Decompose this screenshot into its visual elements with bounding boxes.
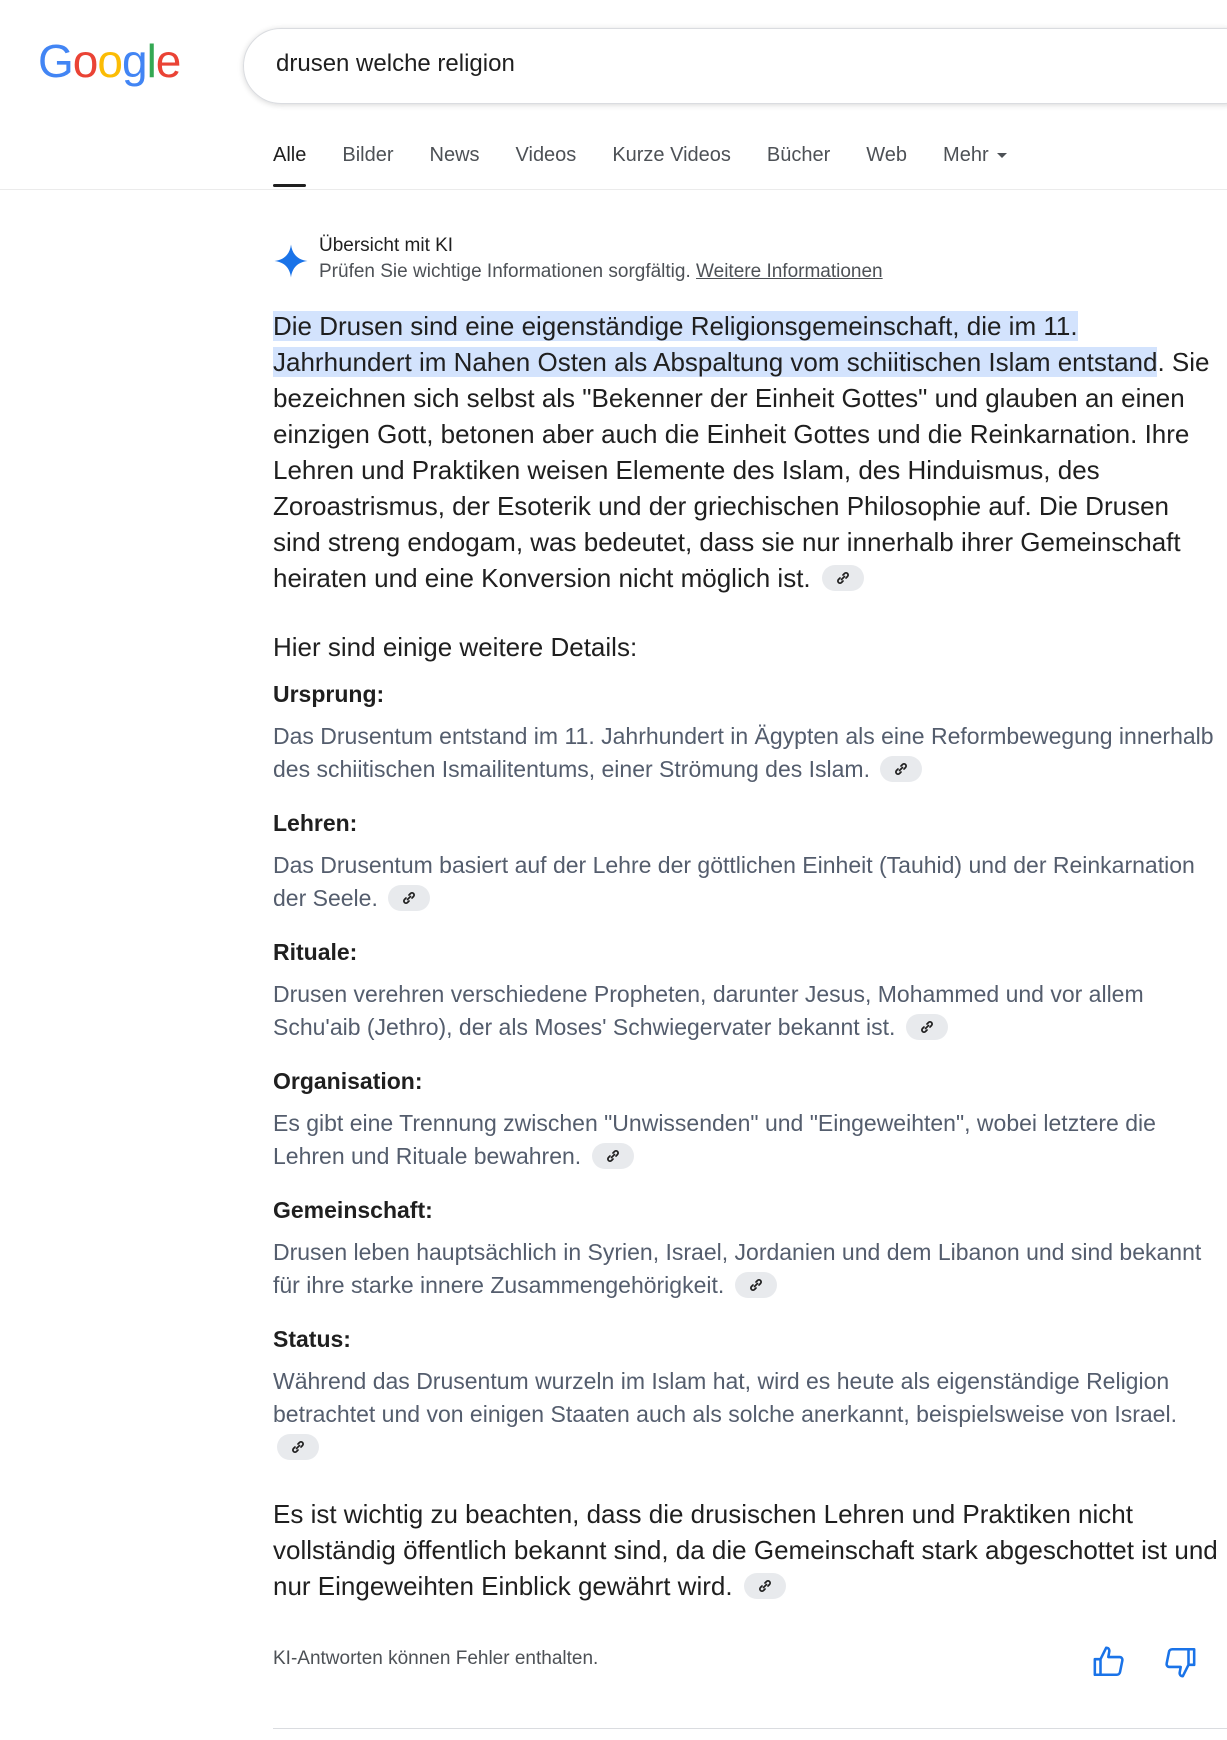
- ai-overview-subtitle: [319, 261, 883, 283]
- tab-mehr[interactable]: [943, 140, 1007, 188]
- detail-item: [273, 939, 1223, 1044]
- source-link-chip[interactable]: [277, 1434, 319, 1460]
- lead-rest: . Sie bezeichnen sich selbst als "Bekenner der Einheit Gottes" und glauben an einen einzigen Gott, betonen aber auch die Einheit Gottes und die Reinkarnation. Ihre Lehren und Praktiken weisen Elemente des Islam, des Hinduismus, des Zoroastrismus, der Esoterik und der griechischen Philosophie auf. Die Drusen sind streng endogam, was bedeutet, dass sie nur innerhalb ihrer Gemeinschaft heiraten und eine Konversion nicht möglich ist.: [273, 347, 1210, 593]
- source-link-chip[interactable]: [388, 885, 430, 911]
- detail-title: Status:: [273, 1326, 351, 1352]
- link-icon: [401, 890, 417, 906]
- ai-overview-title: Übersicht mit KI: [319, 235, 454, 256]
- detail-body: Das Drusentum entstand im 11. Jahrhundert in Ägypten als eine Reformbewegung innerhalb des schiitischen Ismailitentums, einer Strömung des Islam.: [273, 723, 1214, 782]
- detail-item: [273, 1068, 1223, 1173]
- link-icon: [757, 1578, 773, 1594]
- tab-bilder[interactable]: Bilder: [342, 144, 394, 166]
- gemini-spark-icon: [273, 243, 309, 279]
- detail-body: Drusen leben hauptsächlich in Syrien, Israel, Jordanien und dem Libanon und sind bekannt für ihre starke innere Zusammengehörigkeit.: [273, 1239, 1202, 1298]
- tab-alle[interactable]: Alle: [273, 140, 306, 188]
- source-link-chip[interactable]: [592, 1143, 634, 1169]
- detail-title: Organisation:: [273, 1068, 423, 1094]
- tab-news[interactable]: News: [429, 144, 480, 166]
- detail-text: [273, 1107, 1223, 1173]
- ai-overview-content: [273, 308, 1223, 1630]
- tab-kurze-videos[interactable]: Kurze Videos: [612, 144, 731, 166]
- highlighted-answer: Die Drusen sind eine eigenständige Religionsgemeinschaft, die im 11. Jahrhundert im Nahen Osten als Abspaltung vom schiitischen Islam entstand: [273, 311, 1158, 377]
- link-icon: [605, 1148, 621, 1164]
- logo-letter: e: [155, 35, 181, 87]
- caret-down-icon: [997, 153, 1007, 158]
- closing-text: Es ist wichtig zu beachten, dass die drusischen Lehren und Praktiken nicht vollständig öffentlich bekannt sind, da die Gemeinschaft stark abgeschottet ist und nur Eingeweihten Einblick gewährt wird.: [273, 1499, 1218, 1601]
- tab-mehr-label: Mehr: [943, 144, 989, 166]
- source-link-chip[interactable]: [880, 756, 922, 782]
- source-link-chip[interactable]: [906, 1014, 948, 1040]
- tab-web[interactable]: Web: [866, 144, 908, 166]
- detail-item: [273, 1326, 1223, 1464]
- detail-item: [273, 681, 1223, 786]
- logo-letter: g: [121, 35, 147, 87]
- detail-body: Es gibt eine Trennung zwischen "Unwissenden" und "Eingeweihten", wobei letztere die Lehren und Rituale bewahren.: [273, 1110, 1156, 1169]
- link-icon: [893, 761, 909, 777]
- link-icon: [835, 570, 851, 586]
- detail-text: [273, 978, 1223, 1044]
- source-link-chip[interactable]: [735, 1272, 777, 1298]
- logo-letter: o: [72, 35, 98, 87]
- ai-disclaimer: KI-Antworten können Fehler enthalten.: [273, 1648, 599, 1669]
- detail-title: Rituale:: [273, 939, 358, 965]
- detail-title: Ursprung:: [273, 681, 385, 707]
- detail-body: Drusen verehren verschiedene Propheten, darunter Jesus, Mohammed und vor allem Schu'aib (Jethro), der als Moses' Schwiegervater bekannt ist.: [273, 981, 1144, 1040]
- detail-title: Lehren:: [273, 810, 358, 836]
- logo-letter: l: [146, 35, 156, 87]
- ai-overview-header: [273, 235, 883, 283]
- details-heading: Hier sind einige weitere Details:: [273, 632, 638, 662]
- learn-more-link[interactable]: Weitere Informationen: [696, 261, 883, 282]
- link-icon: [290, 1439, 306, 1455]
- detail-item: [273, 810, 1223, 915]
- detail-item: [273, 1197, 1223, 1302]
- bottom-divider: [273, 1728, 1227, 1729]
- detail-text: [273, 849, 1223, 915]
- header-divider: [0, 189, 1227, 190]
- detail-text: [273, 1365, 1223, 1464]
- detail-body: Während das Drusentum wurzeln im Islam hat, wird es heute als eigenständige Religion betrachtet und von einigen Staaten auch als solche anerkannt, beispielsweise von Israel.: [273, 1368, 1177, 1427]
- source-link-chip[interactable]: [822, 565, 864, 591]
- detail-text: [273, 1236, 1223, 1302]
- source-link-chip[interactable]: [744, 1573, 786, 1599]
- detail-title: Gemeinschaft:: [273, 1197, 433, 1223]
- thumbs-down-icon[interactable]: [1163, 1645, 1197, 1679]
- ai-overview-note: Prüfen Sie wichtige Informationen sorgfältig.: [319, 261, 691, 282]
- logo-letter: G: [38, 35, 73, 87]
- google-logo[interactable]: [38, 35, 181, 87]
- search-box[interactable]: [243, 28, 1227, 104]
- link-icon: [748, 1277, 764, 1293]
- link-icon: [919, 1019, 935, 1035]
- closing-paragraph: [273, 1496, 1223, 1604]
- search-tabs: [273, 140, 1043, 188]
- thumbs-up-icon[interactable]: [1092, 1645, 1126, 1679]
- detail-text: [273, 720, 1223, 786]
- logo-letter: o: [97, 35, 122, 87]
- detail-body: Das Drusentum basiert auf der Lehre der göttlichen Einheit (Tauhid) und der Reinkarnation der Seele.: [273, 852, 1195, 911]
- tab-videos[interactable]: Videos: [515, 144, 577, 166]
- tab-buecher[interactable]: Bücher: [766, 144, 831, 166]
- search-input[interactable]: [274, 49, 1178, 79]
- overview-lead: [273, 308, 1223, 596]
